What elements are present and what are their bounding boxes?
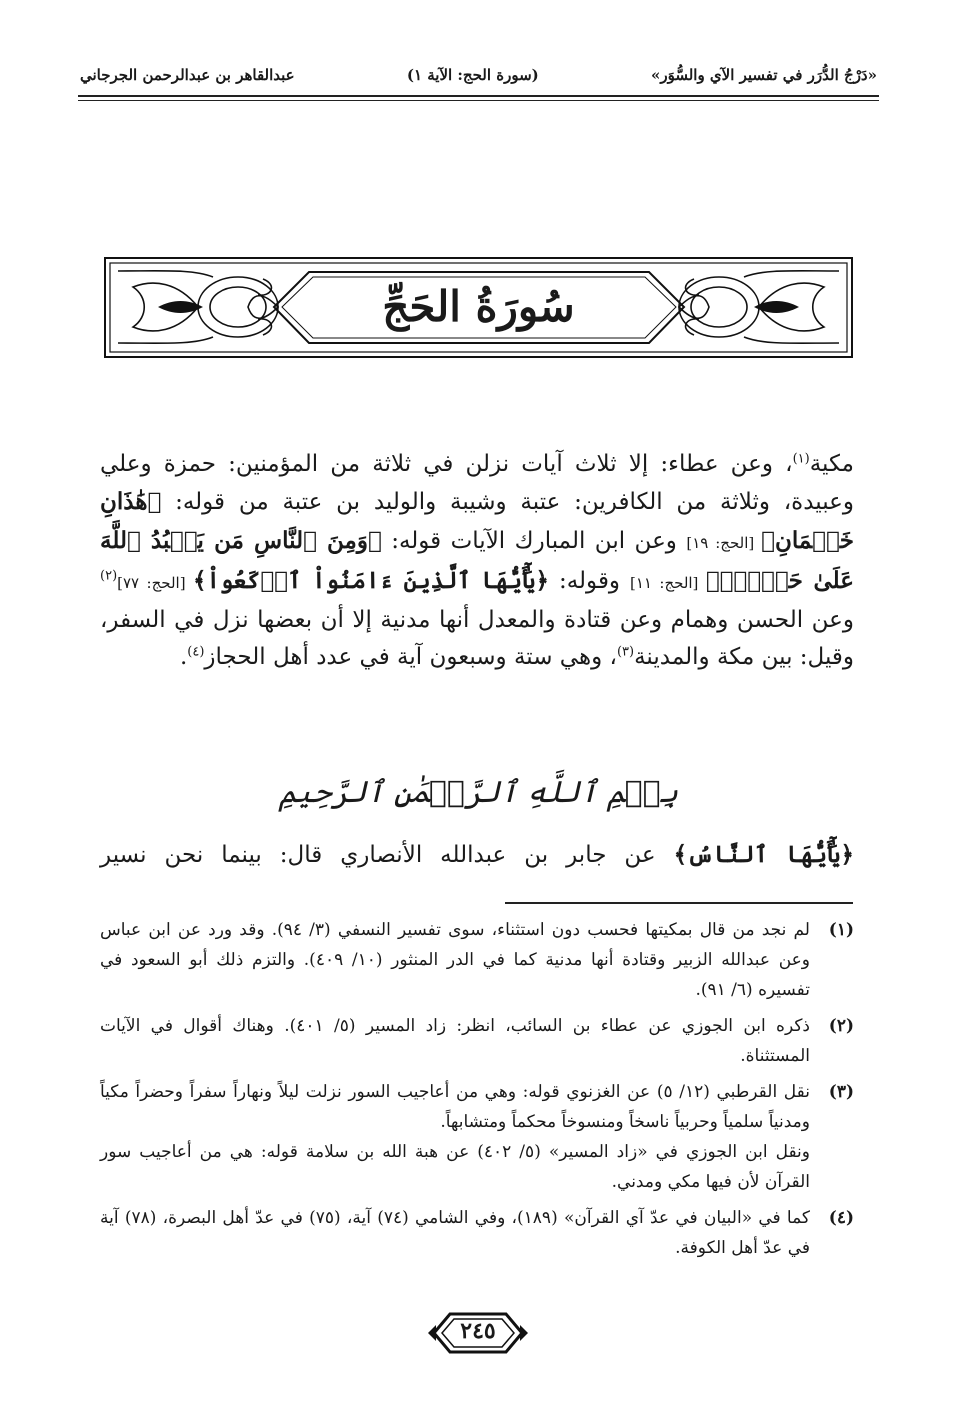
header-author: عبدالقاهر بن عبدالرحمن الجرجاني <box>80 66 295 84</box>
body-text-run: ، وهي ستة وسبعون آية في عدد أهل الحجاز <box>204 644 617 671</box>
quran-quote: ﴿يَٰٓأَيُّهَا ٱلَّذِينَ ءَامَنُواْ ٱرۡكَعُواْ﴾ <box>192 566 550 594</box>
header-book-title: «دَرْجُ الدُّرَر في تفسير الآي والسُّوَر» <box>650 66 877 84</box>
footnote <box>100 1011 854 1071</box>
footnote <box>100 1077 854 1197</box>
running-header <box>80 60 877 90</box>
footnote-body <box>100 1203 810 1263</box>
footnote-text: ذكره ابن الجوزي عن عطاء بن السائب، انظر: زاد المسير (٥/ ٤٠١). وهناك أقوال في الآيات المستثناة. <box>100 1016 810 1066</box>
surah-banner <box>104 257 853 358</box>
verse-citation: [الحج: ٧٧] <box>117 573 193 592</box>
body-text-run: وعن الحسن وهمام وعن قتادة والمعدل أنها مدنية إلا أن بعضها نزل في السفر، وقيل: بين مكة والمدينة <box>100 607 854 671</box>
footnote-number: (٣) <box>828 1082 854 1102</box>
footnote-ref-1: (١) <box>792 451 810 467</box>
footnote-text: كما في «البيان في عدّ آي القرآن» (١٨٩)، وفي الشامي (٧٤) آية، (٧٥) في عدّ أهل البصرة، (٧٨) آية في عدّ أهل الكوفة. <box>100 1208 810 1258</box>
quran-quote: ﴿وَمِنَ ٱلنَّاسِ مَن يَعۡبُدُ ٱللَّهَ عَلَىٰ حَرۡفٖۖ﴾ <box>100 526 855 594</box>
footnotes <box>100 915 854 1269</box>
basmala: بِسۡمِ ٱللَّهِ ٱلرَّحۡمَٰنِ ٱلرَّحِيمِ <box>278 775 679 810</box>
footnote-number: (٢) <box>828 1016 854 1036</box>
footnote-text: ونقل ابن الجوزي في «زاد المسير» (٥/ ٤٠٢) عن هبة الله بن سلامة قوله: هي من أعاجيب سور القرآن لأن فيها مكي ومدني. <box>100 1142 810 1192</box>
footnote <box>100 915 854 1005</box>
verse-citation: [الحج: ١٩] <box>686 533 762 552</box>
footnote-body <box>100 1077 810 1197</box>
footnote-separator <box>505 902 853 904</box>
main-paragraph <box>100 446 854 677</box>
body-text-run: . <box>179 644 188 671</box>
header-section: (سورة الحج: الآية ١) <box>406 66 539 84</box>
header-rule-thin <box>78 100 879 101</box>
body-text-run: ، وعن عطاء: إلا ثلاث آيات نزلن في ثلاثة من المؤمنين: حمزة وعلي وعبيدة، وثلاثة من الكافرين: عتبة وشيبة والوليد بن عتبة من قوله: <box>100 451 854 516</box>
footnote-body <box>100 915 810 1005</box>
page-number-text: ٢٤٥ <box>460 1318 496 1344</box>
page-number <box>428 1310 528 1356</box>
footnote <box>100 1203 854 1263</box>
footnote-body <box>100 1011 810 1071</box>
footnote-text: نقل القرطبي (١٢/ ٥) عن الغزنوي قوله: وهي من أعاجيب السور نزلت ليلاً ونهاراً سفراً وحضراً مكياً ومدنياً سلمياً وحربياً ناسخاً ومنسوخاً محكماً ومتشابهاً. <box>100 1082 811 1132</box>
footnote-ref-4: (٤) <box>187 644 205 660</box>
verse-citation: [الحج: ١١] <box>630 573 706 592</box>
header-rule <box>78 95 879 97</box>
quran-quote: ﴿يَٰٓأَيُّهَا ٱلنَّاسُ﴾ <box>673 841 854 868</box>
verse-commentary-line <box>100 835 854 875</box>
surah-title: سُورَةُ الحَجِّ <box>382 282 575 331</box>
quran-quote: ﴿هَٰذَانِ خَصۡمَانِ﴾ <box>100 488 854 554</box>
footnote-ref-2: (٢) <box>100 568 118 584</box>
body-text-run: وعن ابن المبارك الآيات قوله: <box>381 527 687 554</box>
footnote-text: لم نجد من قال بمكيتها فحسب دون استثناء، سوى تفسير النسفي (٣/ ٩٤). وقد ورد عن ابن عباس وعن عبدالله الزبير وقتادة أنها مدنية كما في الدر المنثور (١٠/ ٤٠٩). والتزم ذلك أبو السعود في تفسيره (٦/ ٩١). <box>100 920 811 1000</box>
footnote-number: (٤) <box>828 1208 854 1228</box>
footnote-number: (١) <box>828 920 854 940</box>
body-text-run: مكية <box>809 451 854 477</box>
body-text-run: وقوله: <box>549 567 630 594</box>
footnote-ref-3: (٣) <box>616 644 635 660</box>
verse-commentary-text: عن جابر بن عبدالله الأنصاري قال: بينما نحن نسير <box>100 842 674 868</box>
